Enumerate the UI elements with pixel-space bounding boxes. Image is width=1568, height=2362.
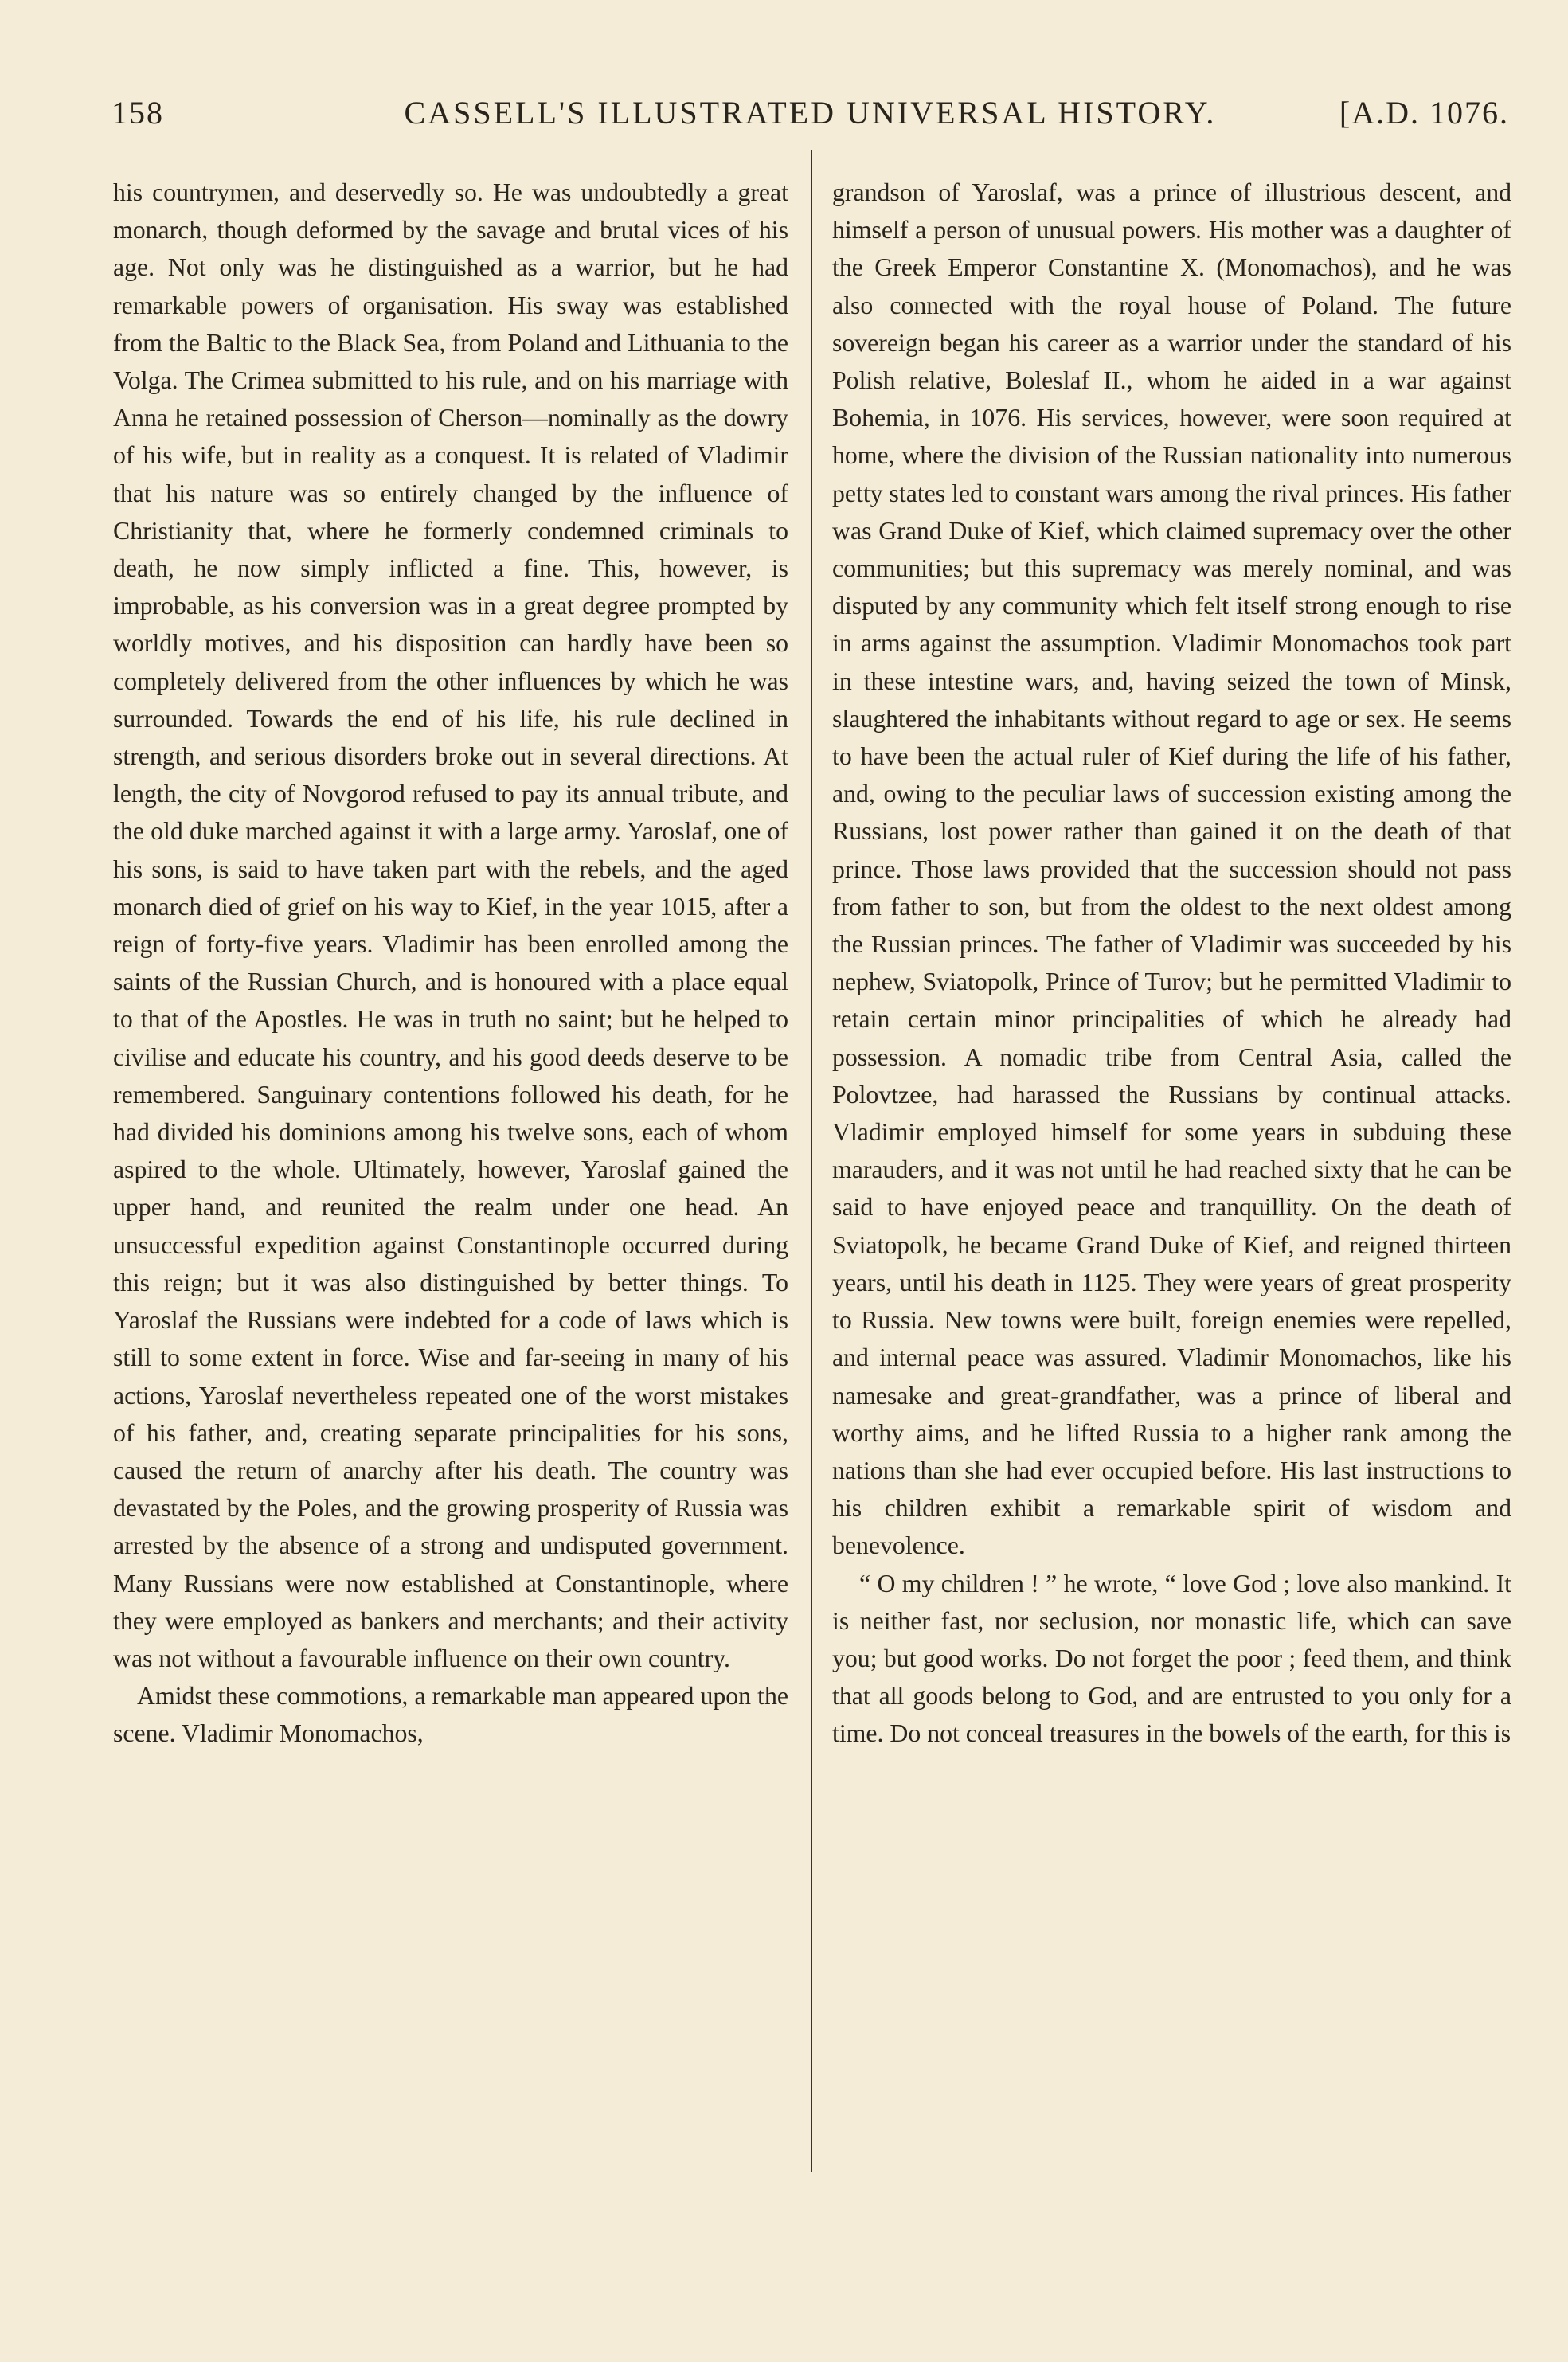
paragraph: his countrymen, and deservedly so. He was undoubtedly a great monarch, though deformed by the savage and brutal vices of his age. Not only was he distinguished as a warrior, but he had remarkable powers of organisation. His sway was established from the Baltic to the Black Sea, from Poland and Lithuania to the Volga. The Crimea submitted to his rule, and on his marriage with Anna he retained possession of Cherson—nominally as the dowry of his wife, but in reality as a conquest. It is related of Vladimir that his nature was so entirely changed by the influence of Christianity that, where he formerly condemned criminals to death, he now simply inflicted a fine. This, however, is improbable, as his conversion was in a great degree prompted by worldly motives, and his disposition can hardly have been so completely delivered from the other influences by which he was surrounded. Towards the end of his life, his rule declined in strength, and serious disorders broke out in several directions. At length, the city of Novgorod refused to pay its annual tribute, and the old duke marched against it with a large army. Yaroslaf, one of his sons, is said to have taken part with the rebels, and the aged monarch died of grief on his way to Kief, in the year 1015, after a reign of forty-five years. Vladimir has been enrolled among the saints of the Russian Church, and is honoured with a place equal to that of the Apostles. He was in truth no saint; but he helped to civilise and educate his country, and his good deeds deserve to be remembered. Sanguinary contentions followed his death, for he had divided his dominions among his twelve sons, each of whom aspired to the whole. Ultimately, however, Yaroslaf gained the upper hand, and reunited the realm under one head. An unsuccessful expedition against Constantinople occurred during this reign; but it was also distinguished by better things. To Yaroslaf the Russians were indebted for a code of laws which is still to some extent in force. Wise and far-seeing in many of his actions, Yaroslaf nevertheless repeated one of the worst mistakes of his father, and, creating separate principalities for his sons, caused the return of anarchy after his death. The country was devastated by the Poles, and the growing prosperity of Russia was arrested by the absence of a strong and undisputed government. Many Russians were now established at Constantinople, where they were employed as bankers and merchants; and their activity was not without a favourable influence on their own country. (113, 178, 788, 1672)
date-mark: [A.D. 1076. (1339, 95, 1509, 131)
left-column (113, 174, 788, 1753)
right-column (832, 174, 1511, 1753)
page-number: 158 (111, 95, 164, 131)
paragraph: grandson of Yaroslaf, was a prince of illustrious descent, and himself a person of unusual powers. His mother was a daughter of the Greek Emperor Constantine X. (Monomachos), and he was also connected with the royal house of Poland. The future sovereign began his career as a warrior under the standard of his Polish relative, Boleslaf II., whom he aided in a war against Bohemia, in 1076. His services, however, were soon required at home, where the division of the Russian nationality into numerous petty states led to constant wars among the rival princes. His father was Grand Duke of Kief, which claimed supremacy over the other communities; but this supremacy was merely nominal, and was disputed by any community which felt itself strong enough to rise in arms against the assumption. Vladimir Monomachos took part in these intestine wars, and, having seized the town of Minsk, slaughtered the inhabitants without regard to age or sex. He seems to have been the actual ruler of Kief during the life of his father, and, owing to the peculiar laws of succession existing among the Russians, lost power rather than gained it on the death of that prince. Those laws provided that the succession should not pass from father to son, but from the oldest to the next oldest among the Russian princes. The father of Vladimir was succeeded by his nephew, Sviatopolk, Prince of Turov; but he permitted Vladimir to retain certain minor principalities of which he already had possession. A nomadic tribe from Central Asia, called the Polovtzee, had harassed the Russians by continual attacks. Vladimir employed himself for some years in subduing these marauders, and it was not until he had reached sixty that he can be said to have enjoyed peace and tranquillity. On the death of Sviatopolk, he became Grand Duke of Kief, and reigned thirteen years, until his death in 1125. They were years of great prosperity to Russia. New towns were built, foreign enemies were repelled, and internal peace was assured. Vladimir Monomachos, like his namesake and great-grandfather, was a prince of liberal and worthy aims, and he lifted Russia to a higher rank among the nations than she had ever occupied before. His last instructions to his children exhibit a remarkable spirit of wisdom and benevolence. (832, 178, 1511, 1560)
paragraph: Amidst these commotions, a remarkable man appeared upon the scene. Vladimir Monomachos, (113, 1682, 788, 1748)
column-divider (811, 150, 812, 2172)
page-header (111, 94, 1509, 142)
running-title: CASSELL'S ILLUSTRATED UNIVERSAL HISTORY. (404, 95, 1217, 131)
quotation-paragraph: “ O my children ! ” he wrote, “ love God ; love also mankind. It is neither fast, nor seclusion, nor monastic life, which can save you; but good works. Do not forget the poor ; feed them, and think that all goods belong to God, and are entrusted to you only for a time. Do not conceal treasures in the bowels of the earth, for this is (832, 1569, 1511, 1748)
